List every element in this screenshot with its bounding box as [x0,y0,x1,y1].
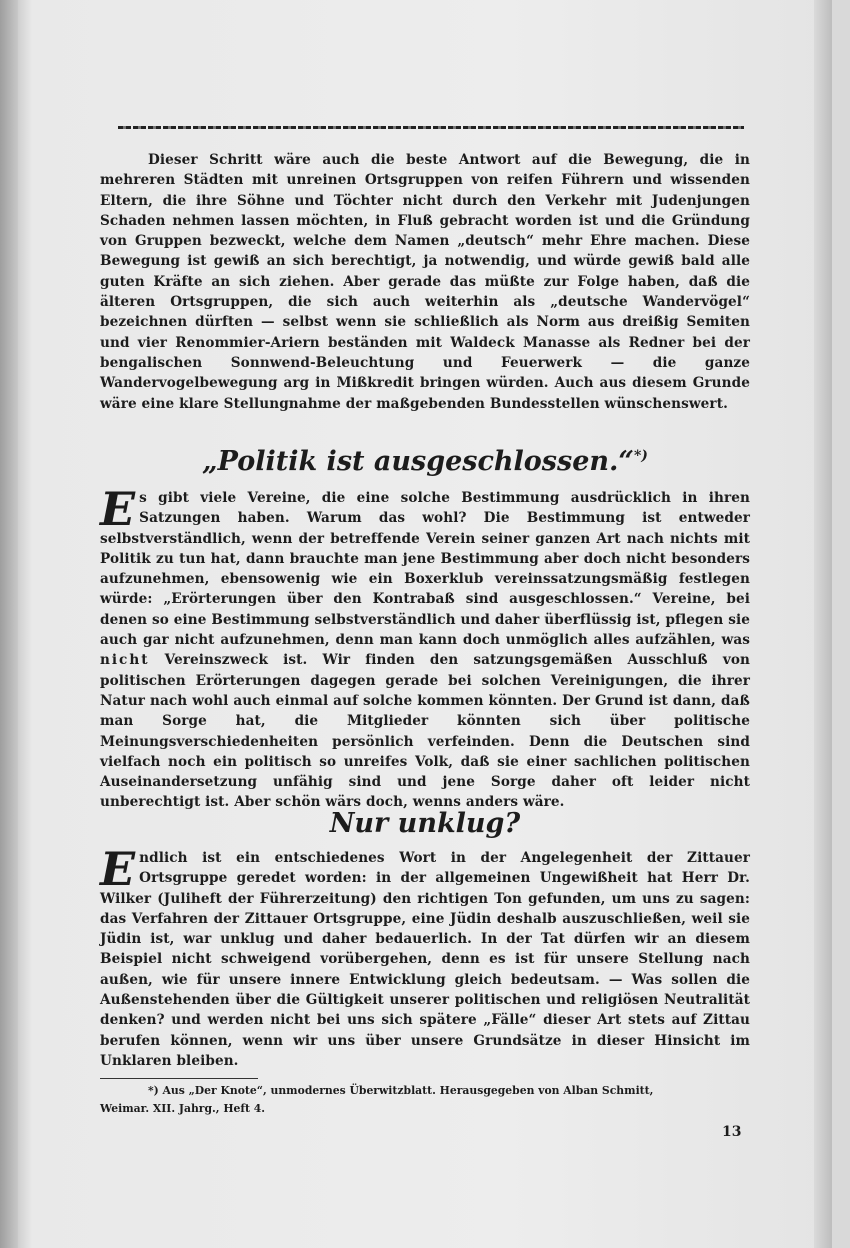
dropcap-e-2: E [100,842,136,896]
footnote-rule [100,1078,258,1079]
page-edge [814,0,832,1248]
footnote-line-1: *) Aus „Der Knote“, unmodernes Überwitzblatt. Herausgegeben von Alban Schmitt, [148,1084,654,1097]
footnote [100,1082,750,1118]
heading-nur-unklug: Nur unklug? [329,808,521,839]
heading-politik [100,446,750,477]
paragraph-2 [100,482,750,813]
paragraph-1: Dieser Schritt wäre auch die beste Antwort auf die Bewegung, die in mehreren Städten mit unreinen Ortsgruppen von reifen Führern und wissenden Eltern, die ihre Söhne und Töchter nicht durch den Verkehr mit Judenjungen Schaden nehmen lassen möchten, in Fluß gebracht worden ist und die Gründung von Gruppen bezweckt, welche dem Namen „deutsch“ mehr Ehre machen. Diese Bewegung ist gewiß an sich berechtigt, ja notwendig, und würde gewiß bald alle guten Kräfte an sich ziehen. Aber gerade das müßte zur Folge haben, daß die älteren Ortsgruppen, die sich auch weiterhin als „deutsche Wandervögel“ bezeichnen dürften — selbst wenn sie schließlich als Norm aus dreißig Semiten und vier Renommier-Ariern beständen mit Waldeck Manasse als Redner bei der bengalischen Sonnwend-Beleuchtung und Feuerwerk — die ganze Wandervogelbewegung arg in Mißkredit bringen würden. Auch aus diesem Grunde wäre eine klare Stellungnahme der maßgebenden Bundesstellen wünschenswert. [100,152,750,412]
paragraph-3-text: ndlich ist ein entschiedenes Wort in der Angelegenheit der Zittauer Ortsgruppe geredet worden: in der allgemeinen Ungewißheit hat Herr Dr. Wilker (Juliheft der Führerzeitung) den richtigen Ton gefunden, um uns zu sagen: das Verfahren der Zittauer Ortsgruppe, eine Jüdin deshalb auszuschließen, weil sie Jüdin ist, war unklug und daher bedauerlich. In der Tat dürfen wir an diesem Beispiel nicht schweigend vorübergehen, denn es ist für unsere Stellung nach außen, wie für unsere innere Entwicklung gleich bedeutsam. — Was sollen die Außenstehenden über die Gültigkeit unserer politischen und religiösen Neutralität denken? und werden nicht bei uns sich spätere „Fälle“ dieser Art stets auf Zittau berufen können, wenn wir uns über unsere Grundsätze in dieser Hinsicht im Unklaren bleiben. [100,850,750,1069]
paragraph-2-emphasis: nicht [100,652,150,669]
heading-politik-text: „Politik ist ausgeschlossen.“ [202,446,634,477]
paragraph-3 [100,842,750,1071]
footnote-line-2: Weimar. XII. Jahrg., Heft 4. [100,1102,266,1115]
page-number: 13 [722,1124,742,1140]
paragraph-2-text-b: Vereinszweck ist. Wir finden den satzungsgemäßen Ausschluß von politischen Erörterungen dagegen gerade bei solchen Vereinigungen, die ihrer Natur nach wohl auch einmal auf solche kommen könnten. Der Grund ist dann, daß man Sorge hat, die Mitglieder könnten sich über politische Meinungsverschiedenheiten persönlich verfeinden. Denn die Deutschen sind vielfach noch ein politisch so unreifes Volk, daß sie einer sachlichen politischen Auseinandersetzung unfähig sind und jene Sorge daher oft leider nicht unberechtigt ist. Aber schön wärs doch, wenns anders wäre. [100,652,750,811]
book-spine-shadow [0,0,18,1248]
footnote-marker: *) [633,448,648,464]
paragraph-2-text-a: s gibt viele Vereine, die eine solche Bestimmung ausdrücklich in ihren Satzungen haben. Warum das wohl? Die Bestimmung ist entweder selbstverständlich, wenn der betreffende Verein seiner ganzen Art nach nichts mit Politik zu tun hat, dann brauchte man jene Bestimmung aber doch nicht besonders aufzunehmen, ebensowenig wie ein Boxerklub vereinssatzungsmäßig festlegen würde: „Erörterungen über den Kontrabaß sind ausgeschlossen.“ Vereine, bei denen so eine Bestimmung selbstverständlich und daher überflüssig ist, pflegen sie auch gar nicht aufzunehmen, denn man kann doch unmöglich alles aufzählen, was [100,490,750,649]
decorative-ornament-rule [118,126,744,129]
dropcap-e: E [100,482,136,536]
